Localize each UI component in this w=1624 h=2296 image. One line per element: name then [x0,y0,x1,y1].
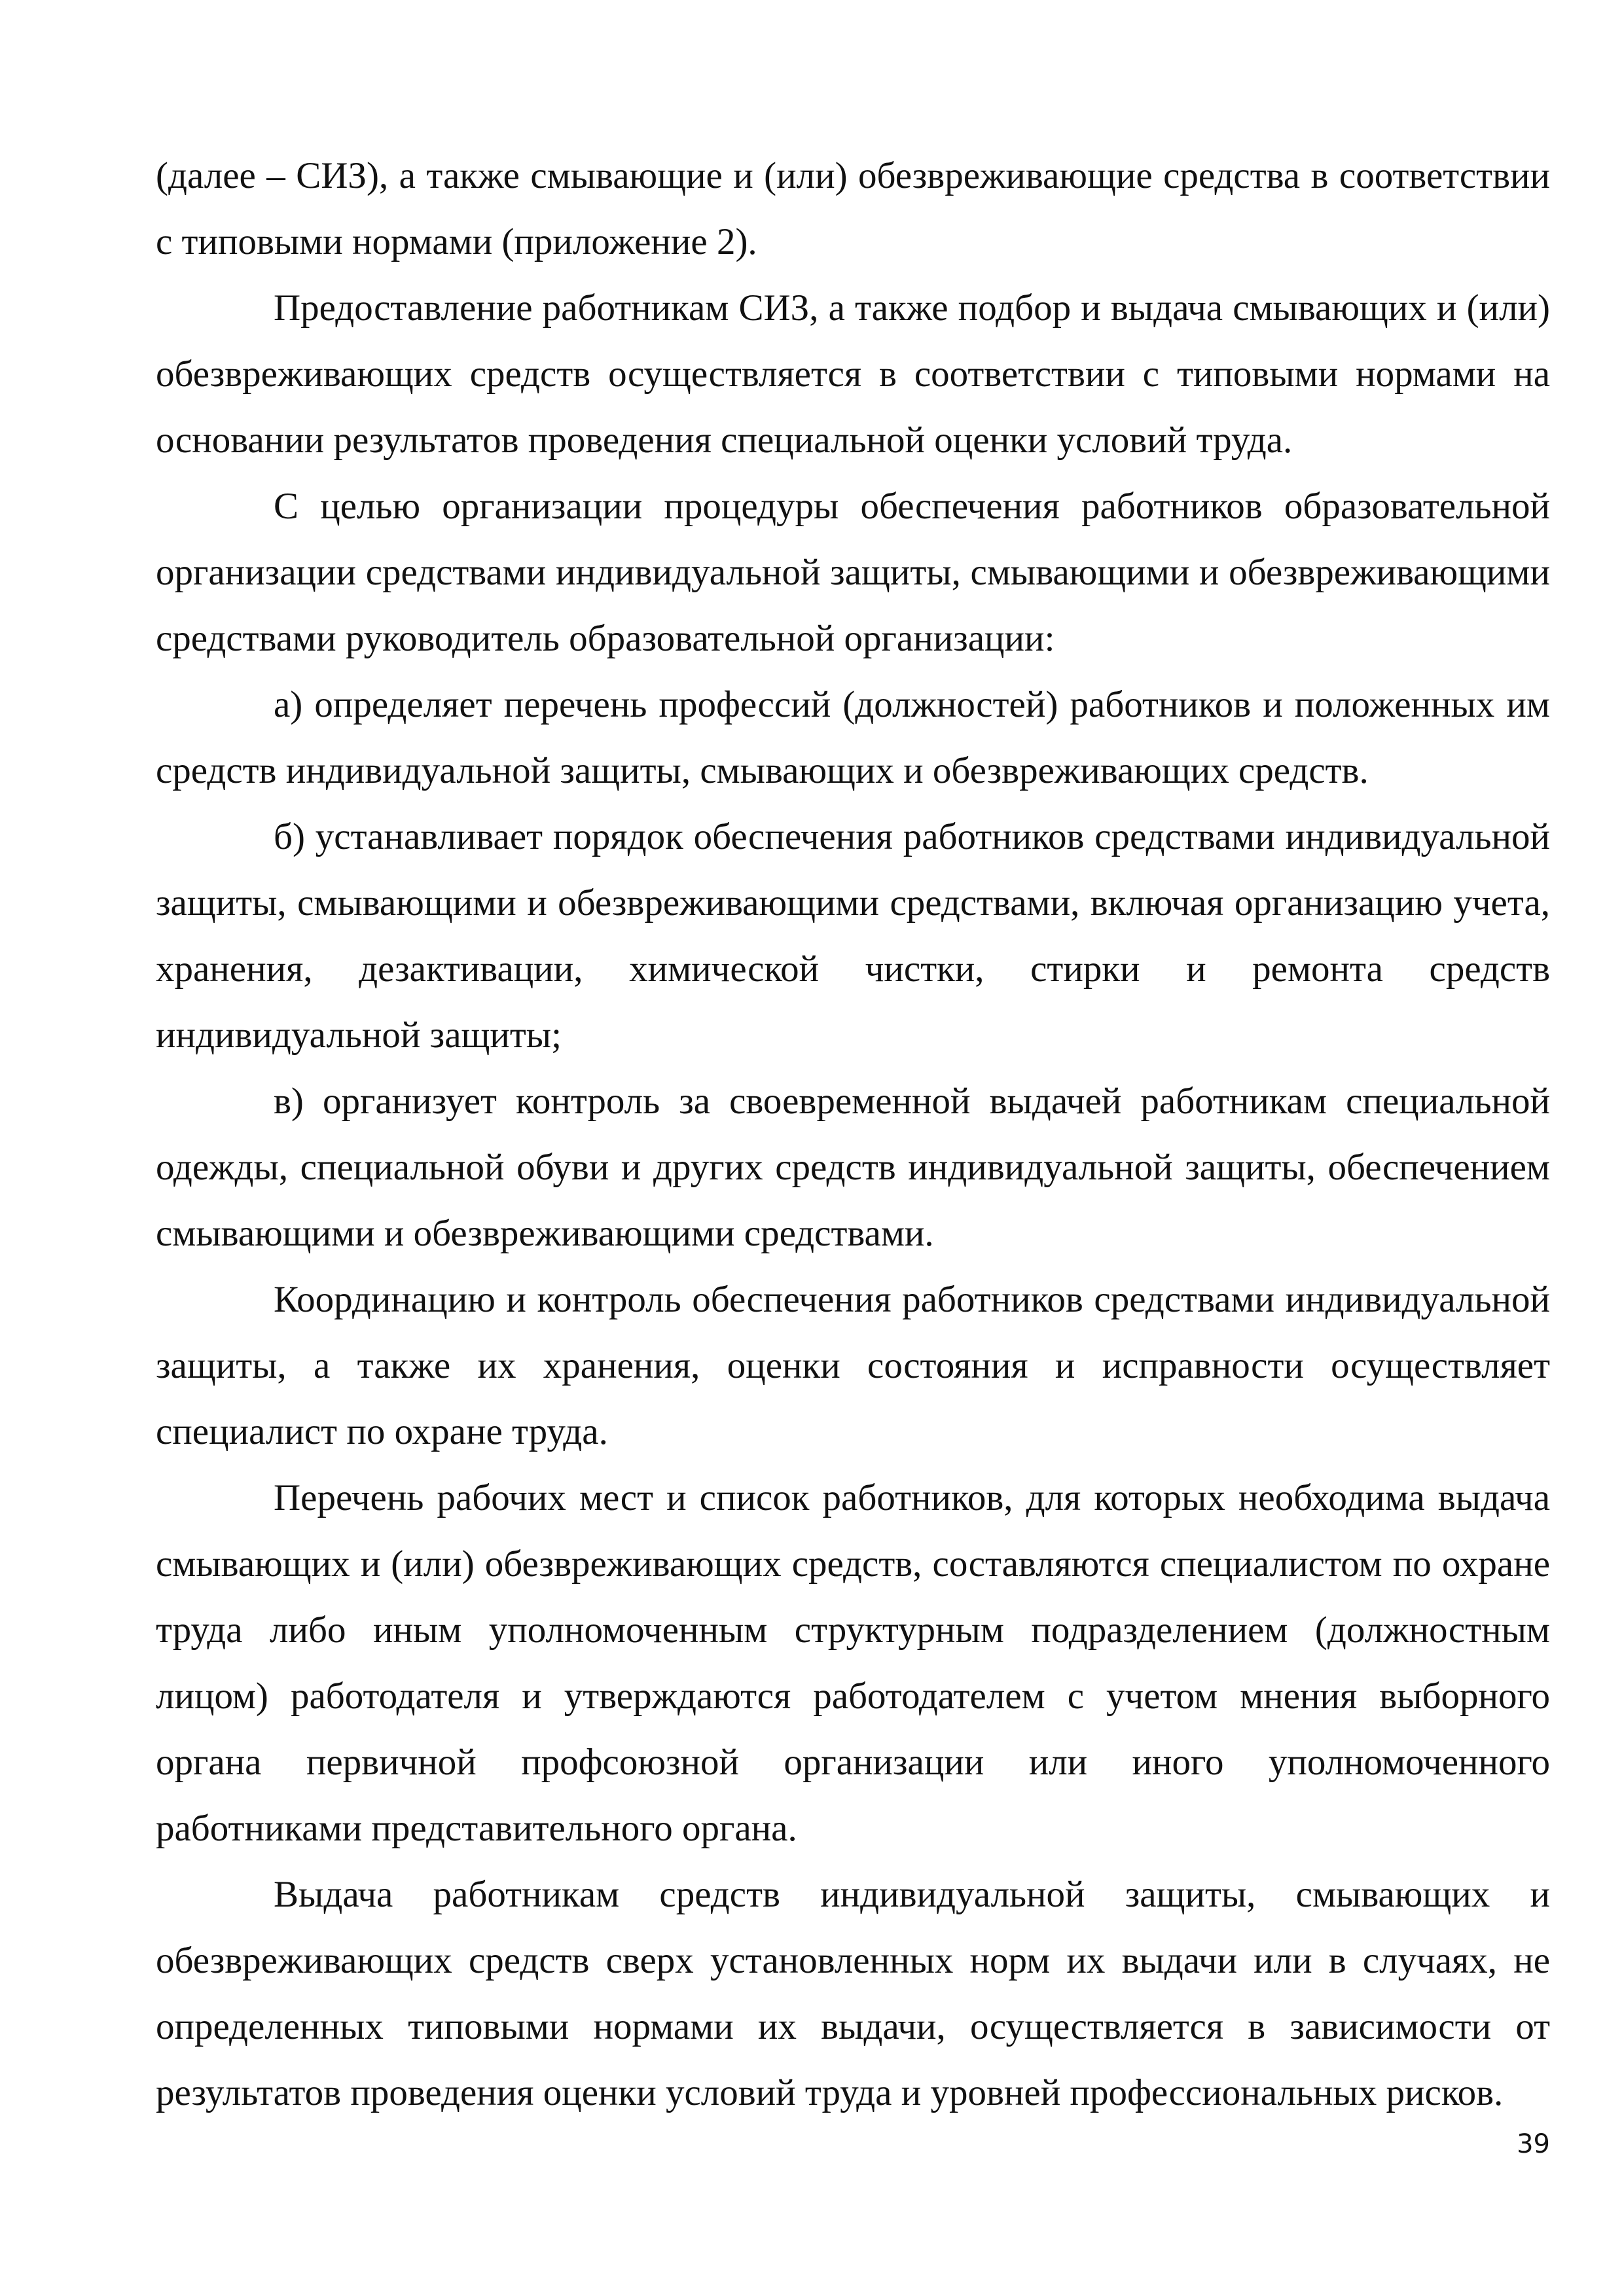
paragraph-6: в) организует контроль за своевременной выдачей работникам специальной одежды, специальной обуви и других средств индивидуальной защиты, обеспечением смывающими и обезвреживающими средствами. [156,1081,1550,1254]
paragraph-2: Предоставление работникам СИЗ, а также подбор и выдача смывающих и (или) обезвреживающих средств осуществляется в соответствии с типовыми нормами на основании результатов проведения специальной оценки условий труда. [156,287,1550,461]
paragraph-9: Выдача работникам средств индивидуальной защиты, смывающих и обезвреживающих средств сверх установленных норм их выдачи или в случаях, не определенных типовыми нормами их выдачи, осуществляется в зависимости от результатов проведения оценки условий труда и уровней профессиональных рисков. [156,1874,1550,2113]
paragraph-4: а) определяет перечень профессий (должностей) работников и положенных им средств индивидуальной защиты, смывающих и обезвреживающих средств. [156,684,1550,791]
paragraph-1: (далее – СИЗ), а также смывающие и (или) обезвреживающие средства в соответствии с типовыми нормами (приложение 2). [156,155,1550,262]
page-number: 39 [1517,2129,1550,2159]
paragraph-3: С целью организации процедуры обеспечения работников образовательной организации средствами индивидуальной защиты, смывающими и обезвреживающими средствами руководитель образовательной организации: [156,486,1550,659]
document-body [156,143,1550,2126]
paragraph-5: б) устанавливает порядок обеспечения работников средствами индивидуальной защиты, смывающими и обезвреживающими средствами, включая организацию учета, хранения, дезактивации, химической чистки, стирки и ремонта средств индивидуальной защиты; [156,816,1550,1056]
paragraph-7: Координацию и контроль обеспечения работников средствами индивидуальной защиты, а также их хранения, оценки состояния и исправности осуществляет специалист по охране труда. [156,1279,1550,1452]
paragraph-8: Перечень рабочих мест и список работников, для которых необходима выдача смывающих и (или) обезвреживающих средств, составляются специалистом по охране труда либо иным уполномоченным структурным подразделением (должностным лицом) работодателя и утверждаются работодателем с учетом мнения выборного органа первичной профсоюзной организации или иного уполномоченного работниками представительного органа. [156,1477,1550,1849]
